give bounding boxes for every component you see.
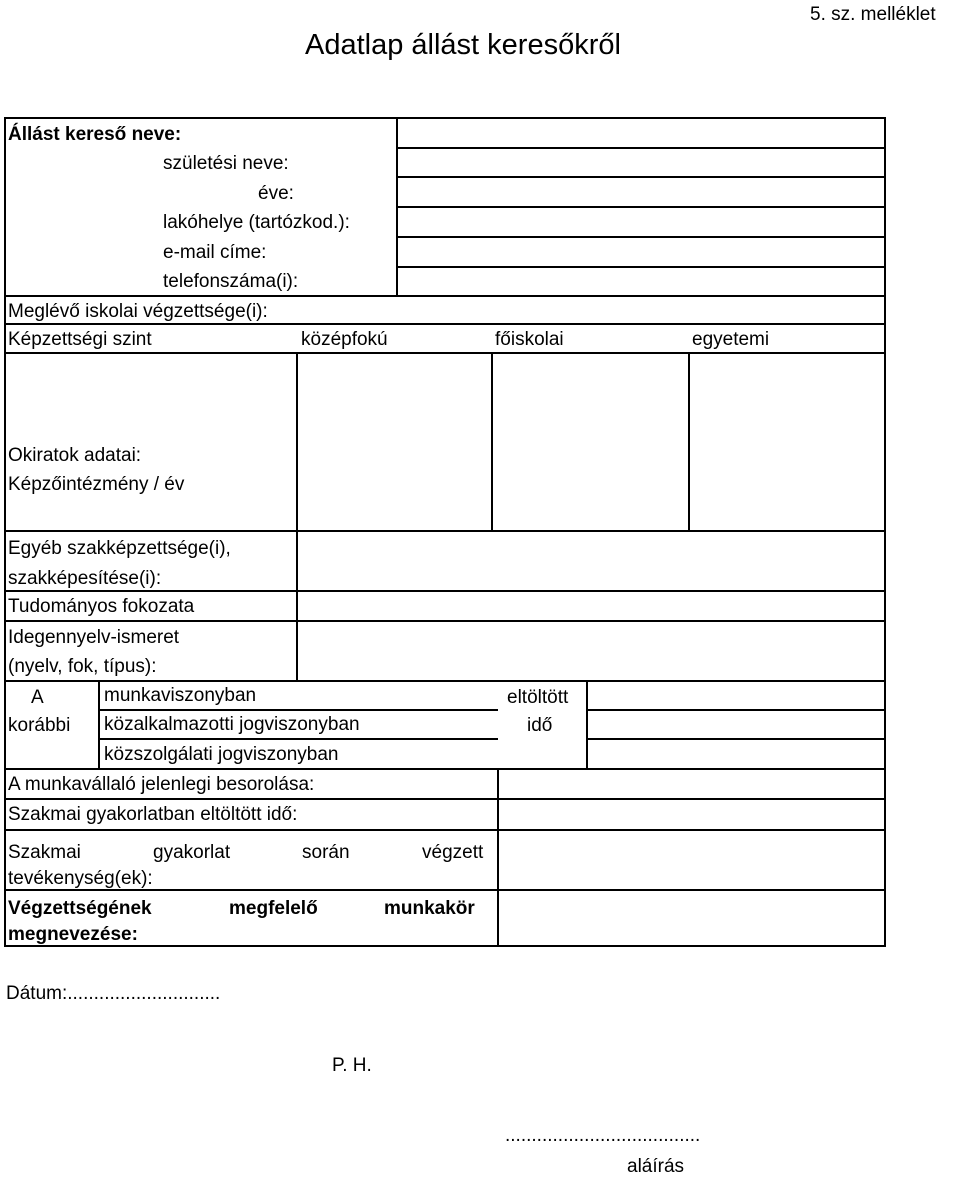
time-spent-label: eltöltött bbox=[507, 687, 569, 708]
job-word: megfelelő bbox=[229, 898, 318, 919]
year-label: éve: bbox=[258, 183, 294, 204]
col-line bbox=[98, 680, 100, 768]
row-line bbox=[4, 530, 886, 532]
row-line bbox=[4, 352, 886, 354]
employment-type: közszolgálati jogviszonyban bbox=[104, 744, 339, 765]
degree-label: Tudományos fokozata bbox=[8, 596, 195, 617]
institution-label: Képzőintézmény / év bbox=[8, 474, 185, 495]
education-label: Meglévő iskolai végzettsége(i): bbox=[8, 301, 268, 322]
job-label-2: megnevezése: bbox=[8, 924, 138, 945]
activities-word: gyakorlat bbox=[153, 842, 231, 863]
page-title: Adatlap állást keresőkről bbox=[305, 29, 621, 61]
row-line bbox=[4, 768, 886, 770]
birth-name-label: születési neve: bbox=[163, 153, 289, 174]
phone-label: telefonszáma(i): bbox=[163, 271, 299, 292]
job-word: munkakör bbox=[384, 898, 475, 919]
col-line bbox=[586, 680, 588, 768]
col-line bbox=[296, 352, 298, 681]
row-line bbox=[4, 323, 886, 325]
other-qualification-label: Egyéb szakképzettsége(i), bbox=[8, 538, 231, 559]
level-college: főiskolai bbox=[495, 329, 564, 350]
row-line bbox=[4, 620, 886, 622]
time-spent-label-2: idő bbox=[527, 715, 553, 736]
table-border-bottom bbox=[4, 945, 886, 947]
row-line bbox=[4, 889, 886, 891]
stamp-label: P. H. bbox=[332, 1055, 372, 1076]
answer-line bbox=[396, 266, 885, 268]
answer-line bbox=[396, 147, 885, 149]
employment-type: munkaviszonyban bbox=[104, 685, 257, 706]
col-line bbox=[688, 352, 690, 530]
level-secondary: középfokú bbox=[301, 329, 388, 350]
table-border-top bbox=[4, 117, 886, 119]
row-line bbox=[98, 738, 498, 740]
row-line bbox=[4, 829, 886, 831]
name-label: Állást kereső neve: bbox=[8, 124, 182, 145]
signature-line: ..................................... bbox=[505, 1125, 701, 1146]
col-line bbox=[491, 352, 493, 530]
row-line bbox=[586, 709, 886, 711]
row-line bbox=[586, 738, 886, 740]
activities-label-2: tevékenység(ek): bbox=[8, 868, 153, 889]
answer-line bbox=[396, 176, 885, 178]
previous-label: A bbox=[31, 687, 44, 708]
row-line bbox=[4, 798, 886, 800]
previous-label-2: korábbi bbox=[8, 715, 71, 736]
language-label: Idegennyelv-ismeret bbox=[8, 627, 180, 648]
row-line bbox=[4, 295, 886, 297]
classification-label: A munkavállaló jelenlegi besorolása: bbox=[8, 774, 315, 795]
table-border-left bbox=[4, 117, 6, 947]
level-label: Képzettségi szint bbox=[8, 329, 152, 350]
answer-line bbox=[396, 236, 885, 238]
email-label: e-mail címe: bbox=[163, 242, 267, 263]
row-line bbox=[4, 680, 886, 682]
row-line bbox=[4, 590, 886, 592]
col-line bbox=[497, 768, 499, 946]
answer-line bbox=[396, 206, 885, 208]
practice-time-label: Szakmai gyakorlatban eltöltött idő: bbox=[8, 804, 298, 825]
activities-word: végzett bbox=[422, 842, 484, 863]
activities-word: során bbox=[302, 842, 350, 863]
activities-word: Szakmai bbox=[8, 842, 81, 863]
date-field: Dátum:............................. bbox=[6, 983, 221, 1004]
annex-label: 5. sz. melléklet bbox=[810, 4, 936, 25]
residence-label: lakóhelye (tartózkod.): bbox=[163, 212, 350, 233]
row-line bbox=[98, 709, 498, 711]
other-qualification-label-2: szakképesítése(i): bbox=[8, 568, 162, 589]
documents-label: Okiratok adatai: bbox=[8, 445, 142, 466]
signature-label: aláírás bbox=[627, 1156, 685, 1177]
table-border-right bbox=[884, 117, 886, 947]
job-word: Végzettségének bbox=[8, 898, 152, 919]
language-label-2: (nyelv, fok, típus): bbox=[8, 656, 157, 677]
level-university: egyetemi bbox=[692, 329, 770, 350]
employment-type: közalkalmazotti jogviszonyban bbox=[104, 714, 360, 735]
